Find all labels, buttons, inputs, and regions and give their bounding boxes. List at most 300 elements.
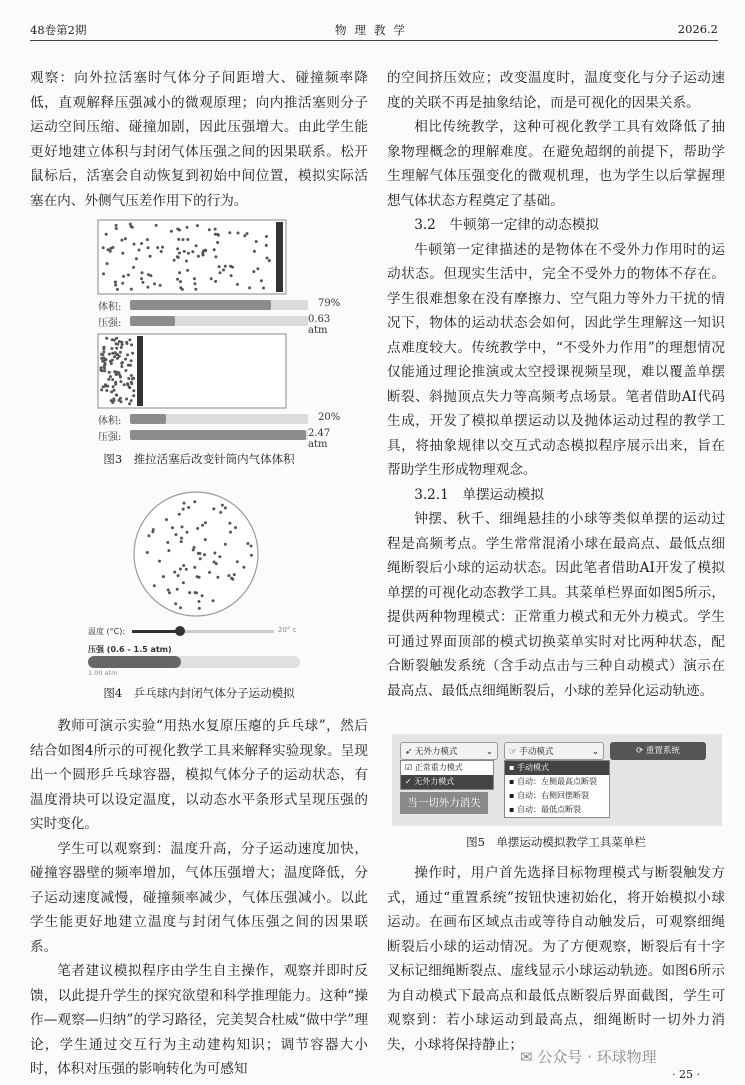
gas-molecule [167, 588, 170, 591]
status-banner: 当一切外力消失 [400, 792, 488, 814]
gas-molecule [214, 255, 217, 258]
gas-molecule [195, 244, 198, 247]
gas-molecule [183, 250, 186, 253]
trigger-option-label: 自动：右侧回摆断裂 [516, 791, 589, 800]
gas-molecule [171, 526, 174, 529]
gas-molecule [109, 375, 112, 378]
gas-molecule [186, 531, 189, 534]
pressure-value-1: 0.63 atm [308, 314, 331, 336]
gas-molecule [114, 281, 117, 284]
gas-molecule [187, 506, 190, 509]
gas-molecule [174, 602, 177, 605]
reset-icon: ⟳ [636, 746, 644, 756]
gas-molecule [178, 252, 181, 255]
gas-molecule [128, 386, 131, 389]
gas-molecule [229, 265, 232, 268]
paragraph: 观察：向外拉活塞时气体分子间距增大、碰撞频率降低，直观解释压强减小的微观原理；向内推活塞则分子运动空间压缩、碰撞加剧，因此压强增大。由此学生能更好地建立体积与封闭气体压强之间的因果联系。松开鼠标后，活塞会自动恢复到初始中间位置，模拟实际活塞在内、外侧气压差作用下的行为。 [30, 70, 368, 209]
gas-molecule [193, 566, 196, 569]
gas-molecule [214, 233, 217, 236]
gas-molecule [113, 355, 116, 358]
gas-molecule [165, 518, 168, 521]
gas-molecule [108, 371, 111, 374]
right-column-top [387, 66, 725, 703]
gas-molecule [156, 246, 159, 249]
gas-molecule [170, 230, 173, 233]
gas-molecule [250, 545, 253, 548]
gas-molecule [161, 246, 164, 249]
gas-molecule [160, 250, 163, 253]
gas-molecule [115, 224, 118, 227]
gas-molecule [124, 237, 127, 240]
piston-2 [137, 336, 143, 406]
gas-molecule [103, 358, 106, 361]
gas-molecule [265, 244, 268, 247]
issue-label: 48卷第2期 [30, 23, 87, 37]
gas-molecule [173, 571, 176, 574]
gas-molecule [110, 347, 113, 350]
gas-molecule [126, 342, 129, 345]
gas-molecule [120, 346, 123, 349]
gas-molecule [168, 591, 171, 594]
trigger-option[interactable]: ▪ 自动：右侧回摆断裂 [509, 791, 589, 800]
gas-molecule [142, 281, 145, 284]
pressure-value: 1.00 atm [88, 669, 118, 677]
paragraph: 钟摆、秋千、细绳悬挂的小球等类似单摆的运动过程是高频考点。学生常常混淆小球在最高点、最低点细绳断裂后小球的运动状态。因此笔者借助AI开发了模拟单摆的可视化动态教学工具。其菜单栏界面如图5所示，提供两种物理模式：正常重力模式和无外力模式。学生可通过界面顶部的模式切换菜单实时对比两种状态，配合断裂触发系统（含手动点击与三种自动模式）演示在最高点、最低点细绳断裂后，小球的差异化运动轨迹。 [387, 511, 725, 699]
gas-molecule [204, 249, 207, 252]
paragraph: 笔者建议模拟程序由学生自主操作，观察并即时反馈，以此提升学生的探究欲望和科学推理能力。这种“操作—观察—归纳”的学习路径，完美契合杜威“做中学”理论，学生通过交互行为主动建构知识；调节容器大小时，体积对压强的影响转化为可感知 [30, 963, 368, 1077]
wechat-icon: ✉ [520, 1048, 533, 1066]
gas-molecule [130, 374, 133, 377]
temperature-slider[interactable] [132, 630, 274, 633]
ping-pong-simulation [86, 488, 306, 618]
gas-molecule [167, 549, 170, 552]
gas-molecule [147, 246, 150, 249]
gas-molecule [198, 607, 201, 610]
gas-molecule [119, 380, 122, 383]
volume-bar-1 [130, 300, 308, 310]
chevron-down-icon: ⌄ [591, 747, 599, 757]
gas-molecule [158, 560, 161, 563]
gas-molecule [201, 594, 204, 597]
gas-molecule [187, 252, 190, 255]
gas-molecule [112, 385, 115, 388]
gas-molecule [107, 378, 110, 381]
trigger-dropdown [504, 760, 610, 818]
gas-molecule [105, 337, 108, 340]
gas-molecule [214, 228, 217, 231]
gas-molecule [179, 280, 182, 283]
gas-molecule [176, 255, 179, 258]
gas-molecule [111, 378, 114, 381]
gas-molecule [130, 359, 133, 362]
pressure-bar-2 [130, 430, 308, 440]
pressure-fill-2 [130, 430, 306, 440]
gas-molecule [233, 573, 236, 576]
gas-molecule [131, 352, 134, 355]
reset-button[interactable] [610, 742, 706, 760]
running-header [30, 22, 718, 41]
figure-4-caption: 图4 乒乓球内封闭气体分子运动模拟 [103, 686, 295, 700]
gas-molecule [100, 366, 103, 369]
gas-molecule [176, 228, 179, 231]
gas-molecule [127, 274, 130, 277]
gas-molecule [230, 274, 233, 277]
gas-molecule [204, 521, 207, 524]
gas-molecule [199, 557, 202, 560]
volume-fill-2 [130, 414, 166, 424]
gas-molecule [116, 288, 119, 291]
gas-molecule [217, 234, 220, 237]
gas-molecule [234, 526, 237, 529]
gas-molecule [222, 269, 225, 272]
gas-molecule [173, 259, 176, 262]
gas-molecule [108, 353, 111, 356]
gas-molecule [212, 507, 215, 510]
gas-molecule [176, 247, 179, 250]
gas-molecule [101, 353, 104, 356]
trigger-option[interactable]: ▪ 自动：左侧最高点断裂 [509, 777, 597, 786]
gas-molecule [106, 385, 109, 388]
gas-molecule [221, 504, 224, 507]
gas-molecule [195, 591, 198, 594]
gas-molecule [115, 373, 118, 376]
gas-molecule [155, 224, 158, 227]
gas-molecule [102, 246, 105, 249]
gas-molecule [146, 286, 149, 289]
ball-container [134, 492, 258, 616]
gas-molecule [102, 346, 105, 349]
gas-molecule [266, 257, 269, 260]
mode-option-label: 无外力模式 [414, 777, 455, 786]
gas-molecule [124, 369, 127, 372]
gas-molecule [246, 542, 249, 545]
gas-molecule [130, 399, 133, 402]
gas-molecule [198, 600, 201, 603]
pressure-gauge [88, 656, 300, 668]
gas-molecule [196, 575, 199, 578]
gas-molecule [138, 249, 141, 252]
trigger-option[interactable]: ▪ 自动：最低点断裂 [509, 805, 581, 814]
figure-3 [90, 218, 350, 450]
gas-molecule [224, 506, 227, 509]
hand-icon: ☞ [509, 747, 517, 757]
figure-5-caption: 图5 单摆运动模拟教学工具菜单栏 [466, 835, 646, 849]
gas-molecule [159, 284, 162, 287]
gas-molecule [262, 287, 265, 290]
gas-molecule [202, 254, 205, 257]
gas-molecule [124, 358, 127, 361]
page-number: · 25 · [672, 1068, 700, 1081]
gas-molecule [106, 262, 109, 265]
gas-molecule [140, 277, 143, 280]
gas-molecule [231, 578, 234, 581]
gas-molecule [141, 271, 144, 274]
gas-molecule [252, 270, 255, 273]
gas-molecule [102, 350, 105, 353]
gas-molecule [210, 277, 213, 280]
gas-molecule [147, 273, 150, 276]
watermark [520, 1046, 657, 1067]
gas-molecule [186, 269, 189, 272]
figure-3-caption: 图3 推拉活塞后改变针筒内气体体积 [103, 452, 295, 466]
paragraph: 操作时，用户首先选择目标物理模式与断裂触发方式，通过“重置系统”按钮快速初始化，将开始模拟小球运动。在画布区域点击或等待自动触发后，可观察细绳断裂后小球的运动情况。为了方便观察，断裂后有十字叉标记细绳断裂点、虚线显示小球运动轨迹。如图6所示为自动模式下最高点和最低点断裂后界面截图，学生可观察到：若小球运动到最高点，细绳断时一切外力消失，小球将保持静止； [387, 865, 725, 1053]
gas-molecule [130, 382, 133, 385]
gas-molecule [181, 525, 184, 528]
gas-molecule [103, 369, 106, 372]
pressure-label-2: 压强: [98, 432, 122, 443]
mode-option-gravity[interactable]: ☑ 正常重力模式 [405, 763, 463, 772]
gas-molecule [218, 555, 221, 558]
volume-label-1: 体积: [98, 302, 122, 313]
gas-molecule [122, 275, 125, 278]
gas-molecule [178, 513, 181, 516]
gas-molecule [116, 343, 119, 346]
gas-molecule [128, 402, 131, 405]
gas-molecule [185, 260, 188, 263]
trigger-select[interactable] [504, 742, 604, 760]
gas-molecule [146, 238, 149, 241]
gas-molecule [265, 235, 268, 238]
paragraph: 牛顿第一定律描述的是物体在不受外力作用时的运动状态。但现实生活中，完全不受外力的物体不存在。学生很难想象在没有摩擦力、空气阻力等外力干扰的情况下，物体的运动状态会如何，因此学生理解这一知识点难度较大。传统教学中，“不受外力作用”的理想情况仅能通过理论推演或太空授课视频呈现，难以覆盖单摆断裂、斜抛顶点失力等高频考点场景。笔者借助AI代码生成，开发了模拟单摆运动以及抛体运动过程的教学工具，将抽象规律以交互式动态模拟程序展示出来，旨在帮助学生形成物理观念。 [387, 241, 725, 478]
gas-molecule [237, 232, 240, 235]
trigger-option-label: 自动：最低点断裂 [516, 805, 581, 814]
gas-molecule [112, 397, 115, 400]
gas-molecule [120, 365, 123, 368]
gas-molecule [260, 279, 263, 282]
gas-molecule [100, 388, 103, 391]
gas-molecule [229, 531, 232, 534]
gas-molecule [135, 257, 138, 260]
gas-molecule [105, 233, 108, 236]
temperature-slider-handle[interactable] [175, 626, 185, 636]
gas-molecule [147, 534, 150, 537]
gas-molecule [115, 227, 118, 230]
gas-molecule [186, 238, 189, 241]
gas-molecule [121, 361, 124, 364]
temperature-label: 温度 (°C): [88, 627, 126, 636]
gas-molecule [214, 280, 217, 283]
paragraph: 教师可演示实验“用热水复原压瘪的乒乓球”，然后结合如图4所示的可视化教学工具来解释实验现象。呈现出一个圆形乒乓球容器，模拟气体分子的运动状态，有温度滑块可以设定温度，以动态水平条形式呈现压强的实时变化。 [30, 718, 368, 832]
volume-bar-2 [130, 414, 308, 424]
gas-molecule [268, 259, 271, 262]
trigger-select-value: 手动模式 [519, 747, 554, 757]
gas-molecule [103, 366, 106, 369]
gas-molecule [208, 228, 211, 231]
temperature-value: 20° c [278, 626, 297, 634]
gas-molecule [151, 530, 154, 533]
gas-molecule [177, 238, 180, 241]
pressure-bar-1 [130, 316, 308, 326]
date-label: 2026.2 [677, 22, 718, 36]
gas-molecule [123, 383, 126, 386]
gas-molecule [102, 272, 105, 275]
gas-molecule [153, 282, 156, 285]
mode-option-no-force[interactable]: ✓ 无外力模式 [401, 775, 493, 789]
gas-molecule [213, 248, 216, 251]
gas-molecule [224, 265, 227, 268]
temperature-slider-fill [132, 630, 180, 633]
gas-molecule [130, 343, 133, 346]
gas-molecule [246, 232, 249, 235]
left-column-top [30, 66, 368, 213]
gas-molecule [114, 383, 117, 386]
gas-molecule [208, 571, 211, 574]
gas-molecule [146, 551, 149, 554]
gas-molecule [180, 540, 183, 543]
gas-molecule [107, 248, 110, 251]
gas-molecule [115, 347, 118, 350]
pressure-title: 压强 (0.6 - 1.5 atm) [88, 645, 172, 654]
gas-molecule [193, 500, 196, 503]
section-heading: 3.2 牛顿第一定律的动态模拟 [414, 217, 599, 233]
gas-molecule [128, 338, 131, 341]
gas-molecule [213, 552, 216, 555]
gas-molecule [113, 389, 116, 392]
gas-molecule [224, 543, 227, 546]
gas-molecule [114, 351, 117, 354]
gas-molecule [183, 502, 186, 505]
watermark-text: 公众号 · 环球物理 [537, 1048, 657, 1066]
gas-molecule [120, 239, 123, 242]
gas-molecule [149, 255, 152, 258]
gas-molecule [182, 564, 185, 567]
gas-molecule [179, 606, 182, 609]
gas-molecule [193, 546, 196, 549]
gas-molecule [127, 377, 130, 380]
gas-molecule [119, 376, 122, 379]
journal-title: 物理教学 [335, 23, 413, 37]
trigger-option-label: 自动：左侧最高点断裂 [516, 777, 597, 786]
gas-molecule [113, 339, 116, 342]
left-column-bottom [30, 714, 368, 1082]
pressure-value-2: 2.47 atm [308, 428, 331, 450]
gas-molecule [255, 240, 258, 243]
gas-molecule [250, 554, 253, 557]
reset-label: 重置系统 [645, 746, 680, 756]
gas-molecule [228, 231, 231, 234]
volume-value-2: 20% [318, 412, 341, 423]
gas-molecule [193, 282, 196, 285]
volume-value-1: 79% [318, 298, 341, 309]
gas-molecule [243, 234, 246, 237]
trigger-option[interactable]: ▪ 手动模式 [505, 761, 609, 775]
gas-molecule [130, 288, 133, 291]
gas-molecule [116, 357, 119, 360]
gas-molecule [100, 357, 103, 360]
gas-molecule [236, 560, 239, 563]
gas-molecule [218, 265, 221, 268]
gas-molecule [111, 359, 114, 362]
gas-molecule [181, 288, 184, 291]
gas-molecule [110, 399, 113, 402]
paragraph: 相比传统教学，这种可视化教学工具有效降低了抽象物理概念的理解难度。在避免超纲的前提下，帮助学生理解气体压强变化的微观机理，也为学生以后掌握理想气体状态方程奠定了基础。 [387, 119, 725, 209]
gas-molecule [140, 242, 143, 245]
gas-molecule [177, 574, 180, 577]
gas-molecule [186, 226, 189, 229]
gas-molecule [182, 581, 185, 584]
trigger-option-label: 手动模式 [516, 763, 549, 772]
piston-1 [276, 222, 283, 292]
gas-molecule [188, 591, 191, 594]
gas-molecule [178, 271, 181, 274]
gas-molecule [179, 568, 182, 571]
gas-molecule [126, 382, 129, 385]
gas-molecule [132, 377, 135, 380]
gas-molecule [162, 575, 165, 578]
gas-molecule [121, 252, 124, 255]
gas-molecule [101, 369, 104, 372]
paragraph: 的空间挤压效应；改变温度时，温度变化与分子运动速度的关联不再是抽象结论，而是可视化的因果关系。 [387, 70, 725, 111]
gas-molecule [203, 553, 206, 556]
gas-molecule [132, 389, 135, 392]
gas-molecule [129, 364, 132, 367]
gas-molecule [185, 568, 188, 571]
gas-molecule [227, 574, 230, 577]
gas-molecule [129, 223, 132, 226]
figure-4 [86, 488, 306, 678]
gas-molecule [219, 271, 222, 274]
gas-molecule [175, 533, 178, 536]
pressure-gauge-fill [88, 656, 181, 668]
gas-molecule [126, 353, 129, 356]
mode-select[interactable] [400, 742, 498, 760]
gas-molecule [121, 282, 124, 285]
gas-molecule [114, 284, 117, 287]
gas-molecule [248, 286, 251, 289]
gas-molecule [216, 576, 219, 579]
gas-molecule [193, 277, 196, 280]
syringe-barrel-1 [98, 220, 286, 294]
gas-molecule [118, 399, 121, 402]
gas-molecule [219, 511, 222, 514]
gas-molecule [182, 508, 185, 511]
gas-molecule [125, 398, 128, 401]
gas-molecule [115, 394, 118, 397]
figure-5 [392, 734, 722, 826]
gas-molecule [199, 552, 202, 555]
pressure-fill-1 [130, 316, 175, 326]
gas-molecule [132, 394, 135, 397]
mode-select-value: 无外力模式 [414, 747, 458, 757]
subsection-heading: 3.2.1 单摆运动模拟 [414, 486, 544, 503]
gas-molecule [110, 362, 113, 365]
gas-molecule [176, 588, 179, 591]
gas-molecule [213, 561, 216, 564]
gas-molecule [236, 283, 239, 286]
mode-dropdown [400, 760, 494, 790]
gas-molecule [180, 537, 183, 540]
mode-option-label: 正常重力模式 [414, 763, 463, 772]
gas-molecule [191, 250, 194, 253]
gas-molecule [182, 238, 185, 241]
gas-molecule [109, 247, 112, 250]
gas-molecule [115, 337, 118, 340]
gas-molecule [120, 341, 123, 344]
pressure-label-1: 压强: [98, 318, 122, 329]
gas-molecule [256, 267, 259, 270]
paragraph: 学生可以观察到：温度升高，分子运动速度加快，碰撞容器壁的频率增加，气体压强增大；温度降低，分子运动速度减慢，碰撞频率减少，气体压强减小。以此学生能更好地建立温度与封闭气体压强之间的因果联系。 [30, 840, 368, 955]
gas-molecule [111, 352, 114, 355]
gas-molecule [153, 584, 156, 587]
gas-molecule [216, 241, 219, 244]
chevron-down-icon: ⌄ [485, 747, 493, 757]
gas-molecule [166, 541, 169, 544]
gas-molecule [132, 266, 135, 269]
gas-molecule [119, 351, 122, 354]
volume-fill-1 [130, 300, 271, 310]
gas-molecule [201, 524, 204, 527]
right-column-bottom [387, 861, 725, 1057]
